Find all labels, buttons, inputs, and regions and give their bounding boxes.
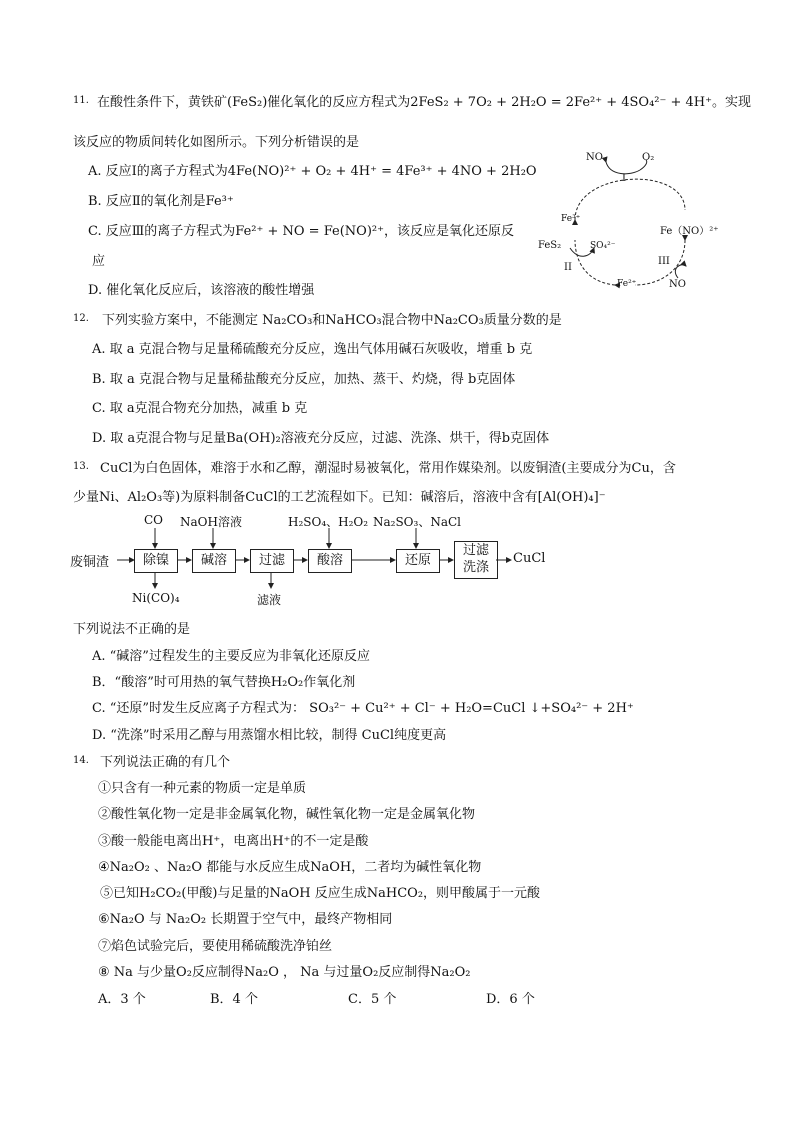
diagram-label-feno: Fe（NO）²⁺ [660,226,719,237]
flow-end-cucl: CuCl [513,551,546,566]
q14-statement-8: ⑧ Na 与少量O₂反应制得Na₂O ， Na 与过量O₂反应制得Na₂O₂ [98,965,471,980]
diagram-label-reaction-2: II [564,262,572,273]
flow-input-co: CO [144,513,164,527]
q13-flow-chart [70,510,550,610]
q11-option-b: B. 反应Ⅱ的氧化剂是Fe³⁺ [88,194,234,209]
q13-ask: 下列说法不正确的是 [73,622,191,637]
q12-option-d: D. 取 a克混合物与足量Ba(OH)₂溶液充分反应，过滤、洗涤、烘干，得b克固体 [92,431,550,446]
diagram-label-no-top: NO [586,152,603,163]
q12-option-b: B. 取 a 克混合物与足量稀盐酸充分反应，加热、蒸干、灼烧，得 b克固体 [92,372,516,387]
q12-option-a: A. 取 a 克混合物与足量稀硫酸充分反应，逸出气体用碱石灰吸收，增重 b 克 [92,342,533,357]
flow-output-nickel-carbonyl: Ni(CO)₄ [132,591,180,605]
flow-step-wash-label: 洗涤 [462,560,489,575]
flow-step-filter: 过滤 [250,549,294,573]
q14-statement-5: ⑤已知H₂CO₂(甲酸)与足量的NaOH 反应生成NaHCO₂，则甲酸属于一元酸 [100,886,541,901]
q11-cycle-diagram [530,140,730,300]
diagram-label-reaction-1: I [622,173,626,184]
diagram-label-fes2: FeS₂ [538,240,562,251]
q11-option-c: C. 反应Ⅲ的离子方程式为Fe²⁺ + NO = Fe(NO)²⁺，该反应是氧化还原反 [88,224,514,239]
flow-step-remove-nickel: 除镍 [134,549,178,573]
diagram-label-reaction-3: III [658,256,670,267]
q14-statement-2: ②酸性氧化物一定是非金属氧化物，碱性氧化物一定是金属氧化物 [98,807,476,822]
q14-number: 14. [73,755,89,766]
flow-input-naoh: NaOH溶液 [180,515,242,529]
q12-stem: 下列实验方案中，不能测定 Na₂CO₃和NaHCO₃混合物中Na₂CO₃质量分数的是 [102,313,562,328]
q13-number: 13. [73,461,89,472]
q13-option-b: B．“酸溶”时可用热的氧气替换H₂O₂作氧化剂 [92,675,356,690]
diagram-label-fe2: Fe²⁺ [617,279,637,289]
cycle-arrows [530,140,730,300]
q14-choice-b: B．4 个 [210,992,258,1007]
q14-statement-7: ⑦焰色试验完后，要使用稀硫酸洗净铂丝 [98,939,333,954]
flow-output-filtrate: 滤液 [257,593,282,607]
flow-step-acid-dissolve: 酸溶 [308,549,352,573]
flow-step-alkali-dissolve: 碱溶 [192,549,236,573]
diagram-label-so4: SO₄²⁻ [590,241,616,251]
q11-option-d: D. 催化氧化反应后，该溶液的酸性增强 [88,283,315,298]
flow-start-waste-copper: 废铜渣 [70,555,110,570]
flow-step-filter-label: 过滤 [462,543,489,558]
diagram-label-fe3: Fe³⁺ [561,214,581,224]
flow-input-reductant: Na₂SO₃、NaCl [373,515,462,529]
flow-input-acid: H₂SO₄、H₂O₂ [288,515,369,529]
q13-option-c: C. “还原”时发生反应离子方程式为： SO₃²⁻ + Cu²⁺ + Cl⁻ + H₂O=CuCl ↓+SO₄²⁻ + 2H⁺ [92,701,634,716]
q12-option-c: C. 取 a克混合物充分加热，减重 b 克 [92,401,308,416]
q11-stem-line2: 该反应的物质间转化如图所示。下列分析错误的是 [73,135,360,150]
flow-step-filter-wash [454,541,498,579]
q12-number: 12. [73,313,89,324]
q14-choice-a: A．3 个 [98,992,146,1007]
q13-stem-line2: 少量Ni、Al₂O₃等)为原料制备CuCl的工艺流程如下。已知：碱溶后，溶液中含有[Al(OH)₄]⁻ [73,490,606,505]
q14-stem: 下列说法正确的有几个 [100,755,231,770]
q13-option-a: A. “碱溶”过程发生的主要反应为非氧化还原反应 [92,649,370,664]
q14-statement-1: ①只含有一种元素的物质一定是单质 [98,781,307,796]
q13-option-d: D. “洗涤”时采用乙醇与用蒸馏水相比较，制得 CuCl纯度更高 [92,728,447,743]
diagram-label-o2: O₂ [642,152,655,163]
q14-choice-c: C．5 个 [348,992,397,1007]
q14-choice-d: D．6 个 [486,992,535,1007]
q14-statement-6: ⑥Na₂O 与 Na₂O₂ 长期置于空气中，最终产物相同 [98,912,393,927]
q11-number: 11. [73,95,89,106]
q11-option-a: A. 反应Ⅰ的离子方程式为4Fe(NO)²⁺ + O₂ + 4H⁺ = 4Fe³⁺ + 4NO + 2H₂O [88,164,537,179]
diagram-label-no-bottom: NO [669,279,686,290]
q11-option-c-continued: 应 [92,254,106,269]
q14-statement-4: ④Na₂O₂ 、Na₂O 都能与水反应生成NaOH，二者均为碱性氧化物 [98,860,482,875]
q14-statement-3: ③酸一般能电离出H⁺，电离出H⁺的不一定是酸 [98,834,369,849]
q13-stem-line1: CuCl为白色固体，难溶于水和乙醇，潮湿时易被氧化，常用作媒染剂。以废铜渣(主要成分为Cu，含 [100,461,676,476]
q11-stem-line1: 在酸性条件下，黄铁矿(FeS₂)催化氧化的反应方程式为2FeS₂ + 7O₂ + 2H₂O = 2Fe²⁺ + 4SO₄²⁻ + 4H⁺。实现 [97,95,751,110]
flow-step-reduce: 还原 [396,549,440,573]
